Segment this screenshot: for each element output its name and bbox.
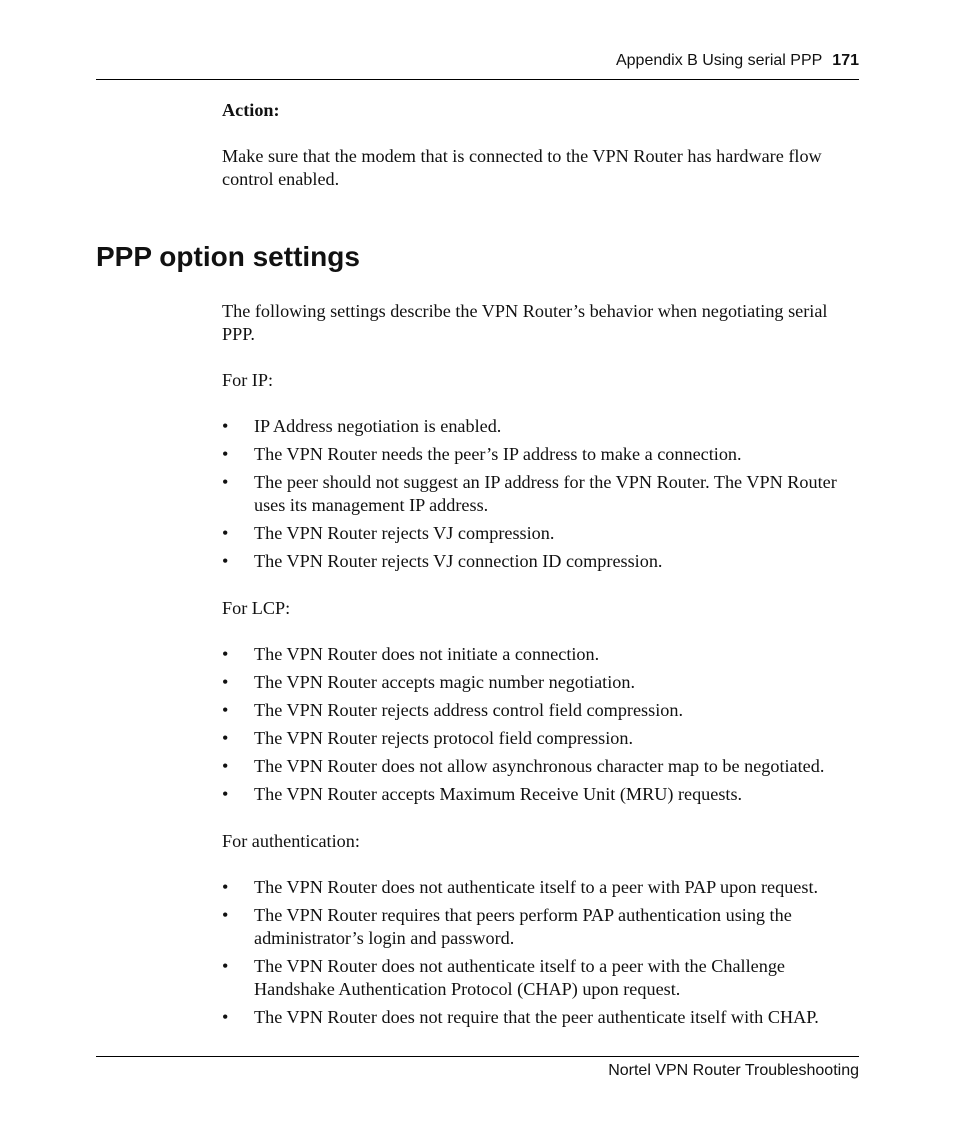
- bullet-icon: •: [222, 672, 229, 692]
- bullet-icon: •: [222, 756, 229, 776]
- ip-bullet-list: [222, 415, 862, 578]
- list-item: • The VPN Router rejects protocol field compression.: [222, 728, 633, 748]
- page-number: 171: [832, 52, 859, 69]
- footer-title: Nortel VPN Router Troubleshooting: [608, 1062, 859, 1079]
- list-item: • The VPN Router accepts Maximum Receive Unit (MRU) requests.: [222, 784, 743, 804]
- lcp-bullet-list: [222, 643, 862, 811]
- running-header: [616, 52, 859, 70]
- list-item: • The VPN Router needs the peer’s IP address to make a connection.: [222, 444, 742, 464]
- bullet-icon: •: [222, 700, 229, 720]
- list-item: • The VPN Router does not allow asynchronous character map to be negotiated.: [222, 756, 825, 776]
- bullet-icon: •: [222, 956, 229, 976]
- authentication-bullet-list: [222, 876, 862, 1034]
- bullet-icon: •: [222, 444, 229, 464]
- intro-paragraph: The following settings describe the VPN Router’s behavior when negotiating serial PPP.: [222, 301, 828, 344]
- bullet-icon: •: [222, 728, 229, 748]
- group-label-ip: For IP:: [222, 370, 274, 390]
- bullet-icon: •: [222, 644, 229, 664]
- bullet-icon: •: [222, 1007, 229, 1027]
- list-item: • The peer should not suggest an IP address for the VPN Router. The VPN Router uses its management IP address.: [222, 472, 837, 515]
- bullet-icon: •: [222, 416, 229, 436]
- list-item: • The VPN Router does not authenticate itself to a peer with the Challenge Handshake Authentication Protocol (CHAP) upon request.: [222, 956, 785, 999]
- list-item: • IP Address negotiation is enabled.: [222, 416, 502, 436]
- header-rule: [96, 79, 859, 80]
- bullet-icon: •: [222, 905, 229, 925]
- footer-rule: [96, 1056, 859, 1057]
- list-item: • The VPN Router accepts magic number negotiation.: [222, 672, 635, 692]
- list-item: • The VPN Router rejects VJ compression.: [222, 523, 555, 543]
- group-label-authentication: For authentication:: [222, 831, 360, 851]
- section-title: PPP option settings: [96, 241, 360, 272]
- page-header: [96, 52, 859, 80]
- list-item: • The VPN Router rejects VJ connection ID compression.: [222, 551, 663, 571]
- bullet-icon: •: [222, 472, 229, 492]
- group-label-lcp: For LCP:: [222, 598, 291, 618]
- list-item: • The VPN Router does not authenticate itself to a peer with PAP upon request.: [222, 877, 819, 897]
- action-text: Make sure that the modem that is connected to the VPN Router has hardware flow control enabled.: [222, 146, 822, 189]
- header-section: Appendix B Using serial PPP: [615, 52, 823, 69]
- bullet-icon: •: [222, 523, 229, 543]
- bullet-icon: •: [222, 784, 229, 804]
- bullet-icon: •: [222, 551, 229, 571]
- list-item: • The VPN Router does not initiate a connection.: [222, 644, 600, 664]
- bullet-icon: •: [222, 877, 229, 897]
- list-item: • The VPN Router requires that peers perform PAP authentication using the administrator’s login and password.: [222, 905, 792, 948]
- list-item: • The VPN Router does not require that the peer authenticate itself with CHAP.: [222, 1007, 819, 1027]
- list-item: • The VPN Router rejects address control field compression.: [222, 700, 683, 720]
- action-label: Action:: [222, 100, 280, 120]
